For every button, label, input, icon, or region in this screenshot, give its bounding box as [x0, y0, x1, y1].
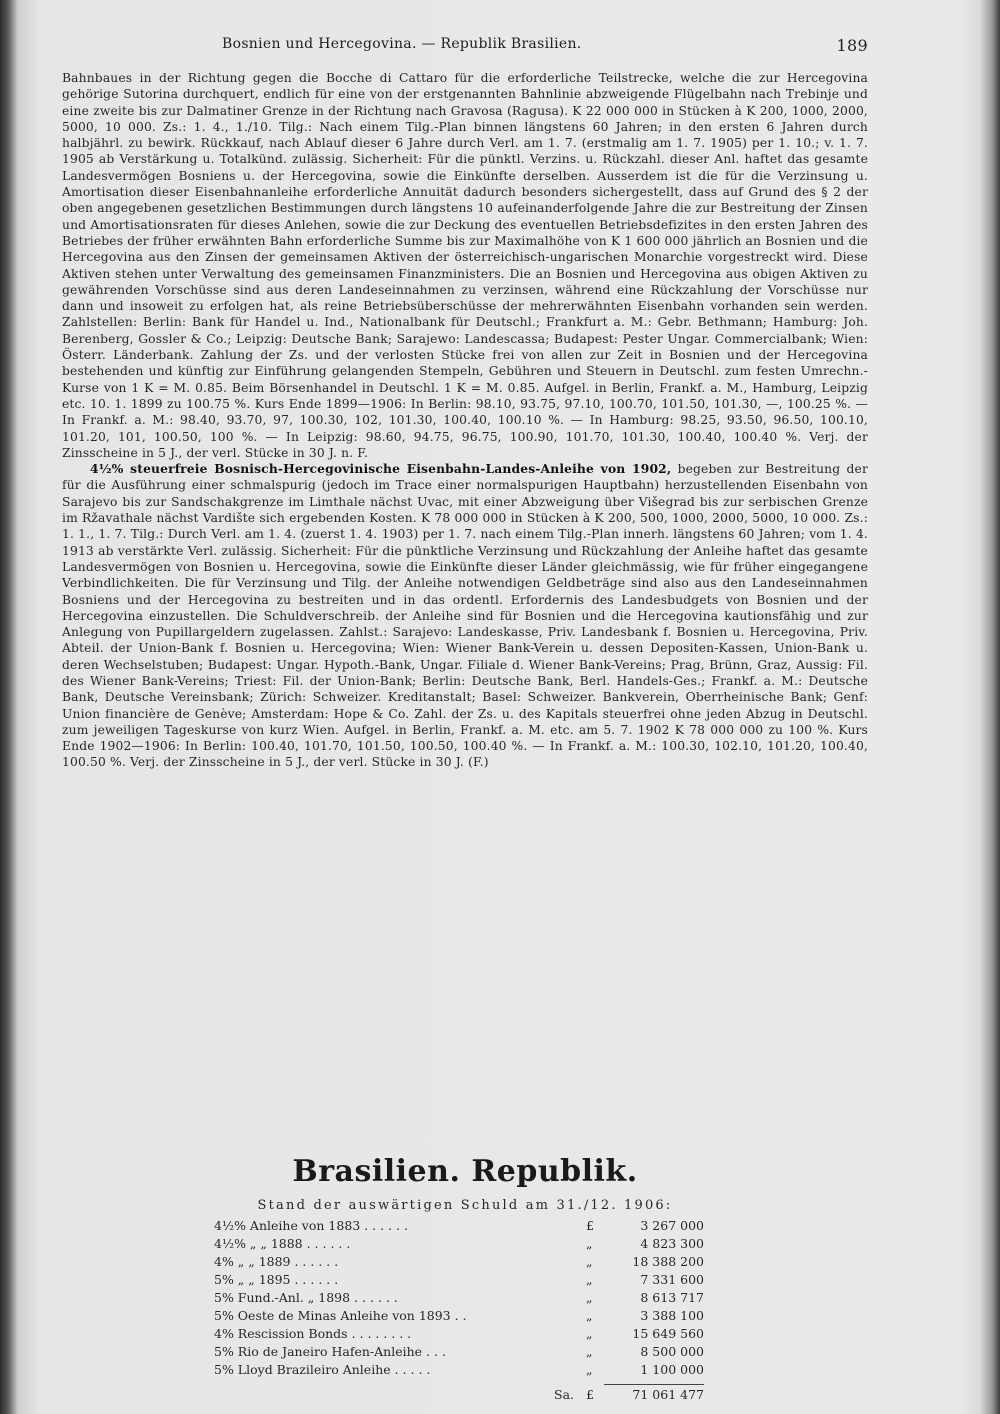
debt-description: 4½% „ „ 1888 . . . . . . — [214, 1236, 351, 1251]
total-rule — [604, 1384, 704, 1385]
debt-description: 5% Fund.-Anl. „ 1898 . . . . . . — [214, 1290, 398, 1305]
debt-currency: „ — [586, 1290, 593, 1305]
debt-currency: „ — [586, 1362, 593, 1377]
table-row — [214, 1218, 704, 1236]
paragraph-railway-loan-1902 — [62, 461, 868, 771]
debt-amount: 1 100 000 — [640, 1362, 704, 1377]
debt-amount: 18 388 200 — [632, 1254, 704, 1269]
table-row — [214, 1254, 704, 1272]
debt-amount: 3 267 000 — [640, 1218, 704, 1233]
table-row — [214, 1362, 704, 1380]
table-row — [214, 1236, 704, 1254]
table-row — [214, 1290, 704, 1308]
debt-description: 5% „ „ 1895 . . . . . . — [214, 1272, 339, 1287]
debt-description: 4% „ „ 1889 . . . . . . — [214, 1254, 339, 1269]
debt-amount: 8 500 000 — [640, 1344, 704, 1359]
total-currency: £ — [586, 1387, 594, 1402]
foreign-debt-table — [214, 1218, 704, 1402]
table-row — [214, 1272, 704, 1290]
debt-table-heading: Stand der auswärtigen Schuld am 31./12. 1906: — [257, 1198, 673, 1213]
page — [62, 30, 868, 1402]
paragraph-bosnian-railway-loan-1898: Bahnbaues in der Richtung gegen die Bocche di Cattaro für die erforderliche Teilstrecke, welche die zur Hercegovina gehörige Sutorina durchquert, endlich für eine von der erstgenannten Bahnlinie abzweigende Flügelbahn nach Trebinje und eine zweite bis zur Dalmatiner Grenze in der Richtung nach Gravosa (Ragusa). K 22 000 000 in Stücken à K 200, 1000, 2000, 5000, 10 000. Zs.: 1. 4., 1./10. Tilg.: Nach einem Tilg.-Plan binnen längstens 60 Jahren; in den ersten 6 Jahren durch halbjährl. zu bewirk. Rückkauf, nach Ablauf dieser 6 Jahre durch Verl. am 1. 7. (erstmalig am 1. 7. 1905) per 1. 10.; v. 1. 7. 1905 ab Verstärkung u. Totalkünd. zulässig. Sicherheit: Für die pünktl. Verzins. u. Rückzahl. dieser Anl. haftet das gesamte Landesvermögen Bosniens u. der Hercegovina, sowie die Einkünfte derselben. Ausserdem ist die für die Verzinsung u. Amortisation dieser Eisenbahnanleihe erforderliche Annuität dadurch besonders sichergestellt, dass auf Grund des § 2 der oben angegebenen gesetzlichen Bestimmungen durch längstens 10 aufeinanderfolgende Jahre die zur Bestreitung der Zinsen und Amortisationsraten für dieses Anlehen, sowie die zur Deckung des eventuellen Betriebsdefizites in den ersten Jahren des Betriebes der früher erwähnten Bahn erforderliche Summe bis zur Maximalhöhe von K 1 600 000 jährlich an Bosnien und die Hercegovina aus den Zinsen der gemeinsamen Aktiven der österreichisch-ungarischen Monarchie vorgestreckt wird. Diese Aktiven stehen unter Verwaltung des gemeinsamen Finanzministers. Die an Bosnien und Hercegovina aus obigen Aktiven zu gewährenden Vorschüsse sind aus deren Landeseinnahmen zu verzinsen, während eine Rückzahlung der Vorschüsse nur dann und insoweit zu erfolgen hat, als reine Betriebsüberschüsse der mehrerwähnten Eisenbahn vorhanden sein werden. Zahlstellen: Berlin: Bank für Handel u. Ind., Nationalbank für Deutschl.; Frankfurt a. M.: Gebr. Bethmann; Hamburg: Joh. Berenberg, Gossler & Co.; Leipzig: Deutsche Bank; Sarajewo: Landescassa; Budapest: Pester Ungar. Commercialbank; Wien: Österr. Länderbank. Zahlung der Zs. und der verlosten Stücke frei von allen zur Zeit in Bosnien und der Hercegovina bestehenden und künftig zur Einführung gelangenden Stempeln, Gebühren und Steuern in Deutschl. zum festen Umrechn.-Kurse von 1 K = M. 0.85. Beim Börsenhandel in Deutschl. 1 K = M. 0.85. Aufgel. in Berlin, Frankf. a. M., Hamburg, Leipzig etc. 10. 1. 1899 zu 100.75 %. Kurs Ende 1899—1906: In Berlin: 98.10, 93.75, 97.10, 100.70, 101.50, 101.30, —, 100.25 %. — In Frankf. a. M.: 98.40, 93.70, 97, 100.30, 102, 101.30, 100.40, 100.10 %. — In Hamburg: 98.25, 93.50, 96.50, 100.10, 101.20, 101, 100.50, 100 %. — In Leipzig: 98.60, 94.75, 96.75, 100.90, 101.70, 101.30, 100.40, 100.40 %. Verj. der Zinsscheine in 5 J., der verl. Stücke in 30 J. n. F. — [62, 71, 868, 460]
debt-amount: 4 823 300 — [640, 1236, 704, 1251]
table-row — [214, 1308, 704, 1326]
debt-amount: 3 388 100 — [640, 1308, 704, 1323]
debt-amount: 8 613 717 — [640, 1290, 704, 1305]
loan-1902-description: begeben zur Bestreitung der für die Ausführung einer schmalspurig (jedoch im Trace einer normalspurigen Hauptbahn) herzustellenden Eisenbahn von Sarajevo bis zur Sandschakgrenze im Limthale nächst Uvac, mit einer Abzweigung über Višegrad bis zur serbischen Grenze im Ržavathale nächst Vardište sich ergebenden Kosten. K 78 000 000 in Stücken à K 200, 500, 1000, 2000, 5000, 10 000. Zs.: 1. 1., 1. 7. Tilg.: Durch Verl. am 1. 4. (zuerst 1. 4. 1903) per 1. 7. nach einem Tilg.-Plan innerh. längstens 60 Jahren; vom 1. 4. 1913 ab verstärkte Verl. zulässig. Sicherheit: Für die pünktliche Verzinsung und Rückzahlung der Anleihe haftet das gesamte Landesvermögen von Bosnien u. Hercegovina, sowie die Einkünfte dieser Länder gleichmässig, wie für früher eingegangene Verbindlichkeiten. Die für Verzinsung und Tilg. der Anleihe notwendigen Geldbeträge sind also aus den Landeseinnahmen Bosniens und der Hercegovina zu bestreiten und in das ordentl. Erfordernis des Landesbudgets von Bosnien und der Hercegovina einzustellen. Die Schuldverschreib. der Anleihe sind für Bosnien und die Hercegovina kautionsfähig und zur Anlegung von Pupillargeldern zugelassen. Zahlst.: Sarajevo: Landeskasse, Priv. Landesbank f. Bosnien u. Hercegovina, Priv. Abteil. der Union-Bank f. Bosnien u. Hercegovina; Wien: Wiener Bank-Verein u. dessen Depositen-Kassen, Union-Bank u. deren Wechselstuben; Budapest: Ungar. Hypoth.-Bank, Ungar. Filiale d. Wiener Bank-Vereins; Prag, Brünn, Graz, Aussig: Fil. des Wiener Bank-Vereins; Triest: Fil. der Union-Bank; Berlin: Deutsche Bank, Berl. Handels-Ges.; Frankf. a. M.: Deutsche Bank, Deutsche Vereinsbank; Zürich: Schweizer. Kreditanstalt; Basel: Schweizer. Bankverein, Oberrheinische Bank; Genf: Union financière de Genève; Amsterdam: Hope & Co. Zahl. der Zs. u. des Kapitals steuerfrei ohne jeden Abzug in Deutschl. zum jeweiligen Tageskurse von kurz Wien. Aufgel. in Berlin, Frankf. a. M. etc. am 5. 7. 1902 K 78 000 000 zu 100 %. Kurs Ende 1902—1906: In Berlin: 100.40, 101.70, 101.50, 100.50, 100.40 %. — In Frankf. a. M.: 100.30, 102.10, 101.20, 100.40, 100.50 %. Verj. der Zinsscheine in 5 J., der verl. Stücke in 30 J. (F.) — [62, 462, 868, 770]
debt-description: 5% Lloyd Brazileiro Anleihe . . . . . — [214, 1362, 431, 1377]
debt-currency: „ — [586, 1254, 593, 1269]
debt-amount: 7 331 600 — [640, 1272, 704, 1287]
debt-currency: „ — [586, 1344, 593, 1359]
debt-description: 4½% Anleihe von 1883 . . . . . . — [214, 1218, 408, 1233]
body-text — [62, 70, 868, 771]
debt-description: 5% Oeste de Minas Anleihe von 1893 . . — [214, 1308, 467, 1323]
running-title: Bosnien und Hercegovina. — Republik Brasilien. — [222, 36, 582, 52]
total-label: Sa. — [554, 1387, 574, 1402]
debt-currency: „ — [586, 1272, 593, 1287]
debt-description: 4% Rescission Bonds . . . . . . . . — [214, 1326, 412, 1341]
debt-amount: 15 649 560 — [632, 1326, 704, 1341]
debt-description: 5% Rio de Janeiro Hafen-Anleihe . . . — [214, 1344, 446, 1359]
page-number: 189 — [836, 36, 868, 55]
running-header — [62, 36, 868, 60]
debt-currency: £ — [586, 1218, 594, 1233]
loan-title-1902: 4½% steuerfreie Bosnisch-Hercegovinische Eisenbahn-Landes-Anleihe von 1902, — [90, 461, 672, 477]
debt-currency: „ — [586, 1308, 593, 1323]
debt-currency: „ — [586, 1326, 593, 1341]
debt-currency: „ — [586, 1236, 593, 1251]
section-title-brasilien: Brasilien. Republik. — [292, 1154, 638, 1189]
total-amount: 71 061 477 — [632, 1387, 704, 1402]
table-total-row — [214, 1384, 704, 1402]
table-row — [214, 1344, 704, 1362]
table-row — [214, 1326, 704, 1344]
